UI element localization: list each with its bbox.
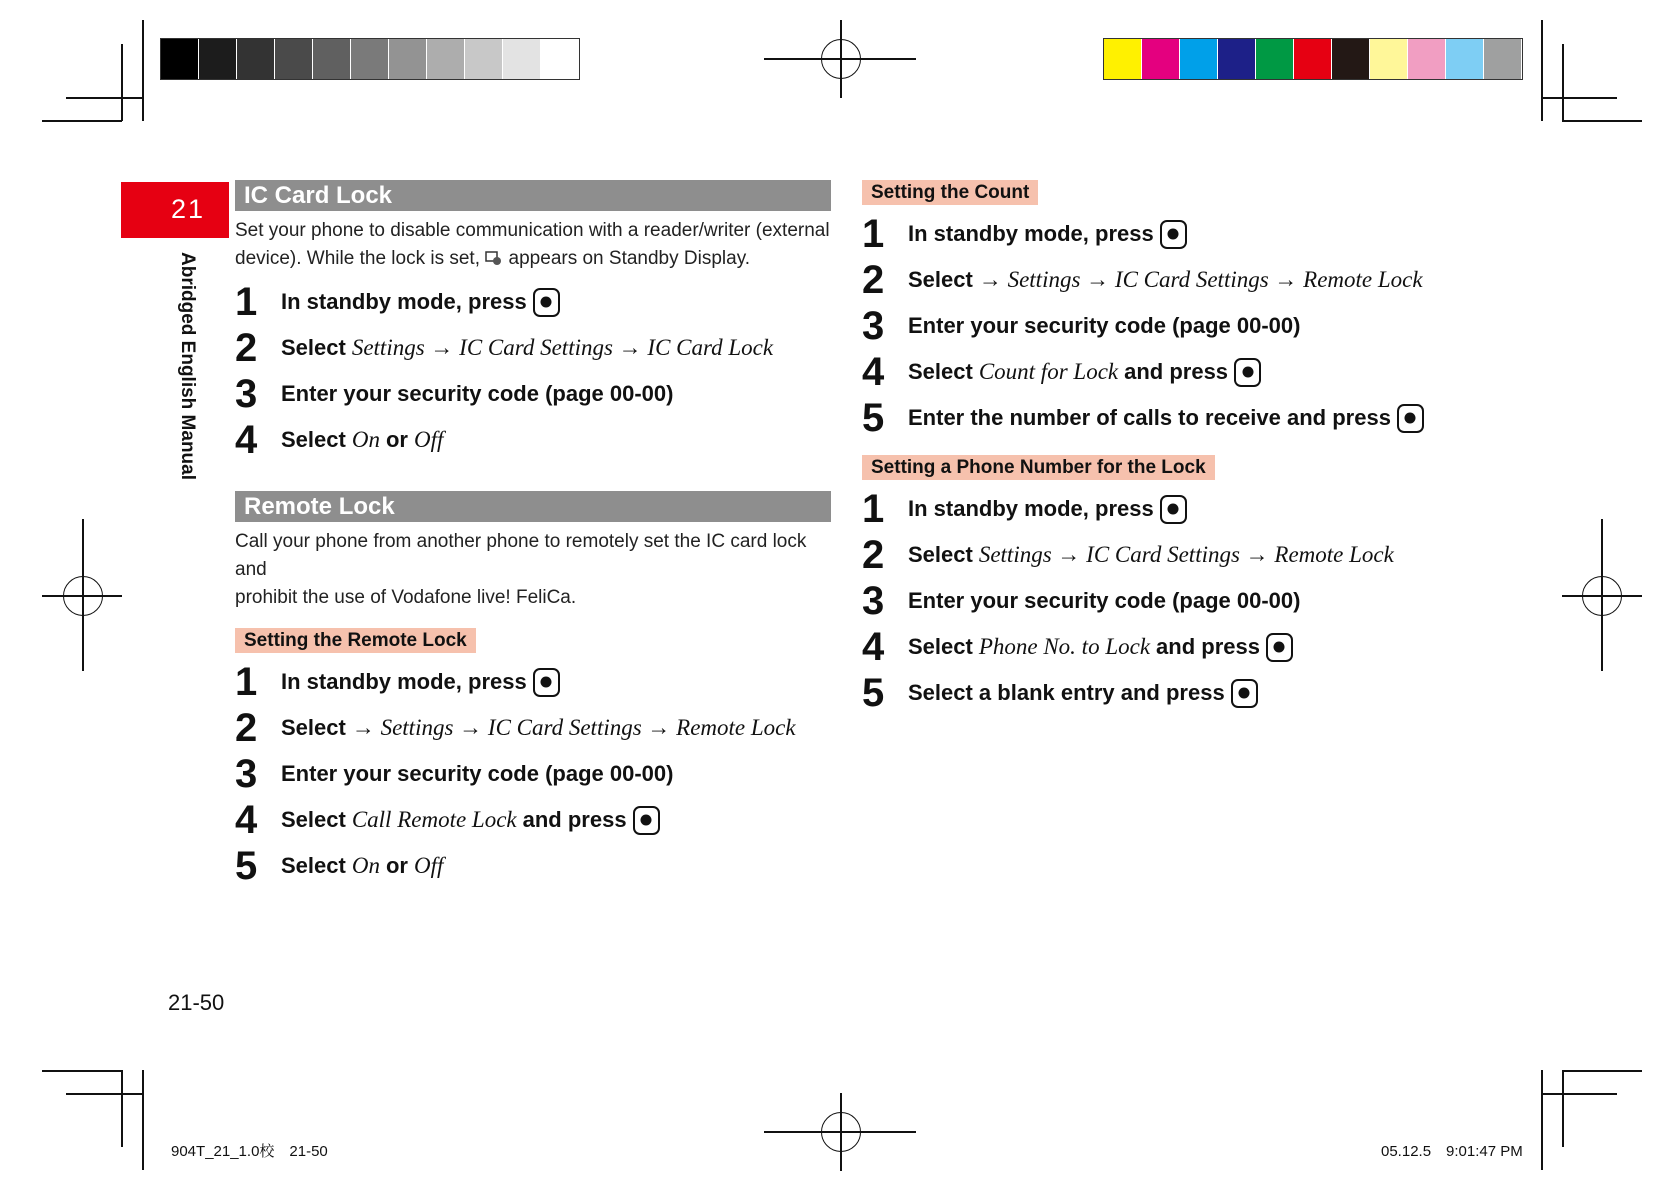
step-item: 1 In standby mode, press: [235, 279, 831, 325]
step-item: 3 Enter your security code (page 00-00): [862, 303, 1301, 348]
grayscale-bar: [160, 38, 580, 80]
center-key-icon: [1160, 220, 1187, 249]
crop-mark: [1541, 97, 1617, 99]
crop-mark: [121, 1070, 123, 1147]
step-item: 1 In standby mode, press: [235, 659, 831, 705]
section-title: Remote Lock: [235, 491, 831, 522]
step-item: 2 Select Settings → IC Card Settings → Remote Lock: [862, 532, 1394, 577]
crop-mark: [142, 20, 144, 121]
left-column: [235, 180, 831, 889]
color-swatch: [541, 39, 579, 79]
step-item: 5 Select On or Off: [235, 843, 444, 888]
step-item: 4 Select Phone No. to Lock and press: [862, 624, 1502, 670]
color-swatch: [1446, 39, 1484, 79]
center-key-icon: [1397, 404, 1424, 433]
color-swatch: [199, 39, 237, 79]
step-item: 3 Enter your security code (page 00-00): [235, 751, 674, 796]
subsection-title: Setting a Phone Number for the Lock: [862, 455, 1215, 480]
color-swatch: [389, 39, 427, 79]
registration-circle: [821, 1112, 861, 1152]
right-column: [862, 180, 1502, 716]
color-swatch: [1218, 39, 1256, 79]
step-item: 5 Enter the number of calls to receive and press: [862, 395, 1502, 441]
registration-circle: [63, 576, 103, 616]
crop-mark: [121, 44, 123, 121]
center-key-icon: [533, 288, 560, 317]
crop-mark: [1541, 1093, 1617, 1095]
crop-mark: [1562, 44, 1564, 121]
step-item: 2 Select → Settings → IC Card Settings → Remote Lock: [862, 257, 1423, 302]
chapter-number: 21: [170, 194, 205, 224]
color-swatch: [427, 39, 465, 79]
step-item: 4 Select Count for Lock and press: [862, 349, 1502, 395]
center-key-icon: [633, 806, 660, 835]
color-swatch: [465, 39, 503, 79]
crop-mark: [1562, 1070, 1564, 1147]
ic-lock-icon: [485, 248, 503, 266]
step-item: 4 Select On or Off: [235, 417, 444, 462]
center-key-icon: [533, 668, 560, 697]
registration-circle: [1582, 576, 1622, 616]
color-bar: [1103, 38, 1523, 80]
crop-mark: [66, 1093, 142, 1095]
color-swatch: [503, 39, 541, 79]
section-description: Set your phone to disable communication with a reader/writer (external device). While the lock is set, appears on Standby Display.: [235, 220, 830, 269]
crop-mark: [1562, 120, 1642, 122]
color-swatch: [237, 39, 275, 79]
step-item: 1 In standby mode, press: [862, 211, 1502, 257]
footer-timestamp: 05.12.5 9:01:47 PM: [1381, 1143, 1523, 1160]
subsection-title: Setting the Count: [862, 180, 1038, 205]
section-title: IC Card Lock: [235, 180, 831, 211]
step-item: 3 Enter your security code (page 00-00): [235, 371, 674, 416]
crop-mark: [66, 97, 142, 99]
color-swatch: [275, 39, 313, 79]
page-number: 21-50: [168, 990, 225, 1015]
center-key-icon: [1234, 358, 1261, 387]
step-item: 2 Select → Settings → IC Card Settings → Remote Lock: [235, 705, 796, 750]
footer-file-info: 904T_21_1.0校 21-50: [171, 1143, 328, 1160]
color-swatch: [161, 39, 199, 79]
chapter-tab: [121, 182, 229, 238]
step-item: 3 Enter your security code (page 00-00): [862, 578, 1301, 623]
step-item: 5 Select a blank entry and press: [862, 670, 1502, 716]
color-swatch: [1256, 39, 1294, 79]
crop-mark: [42, 1070, 122, 1072]
section-description: Call your phone from another phone to remotely set the IC card lock and prohibit the use of Vodafone live! FeliCa.: [235, 531, 807, 608]
vertical-title: Abridged English Manual: [177, 252, 198, 481]
step-item: 1 In standby mode, press: [862, 486, 1502, 532]
step-item: 4 Select Call Remote Lock and press: [235, 797, 831, 843]
color-swatch: [1294, 39, 1332, 79]
registration-circle: [821, 39, 861, 79]
color-swatch: [313, 39, 351, 79]
color-swatch: [1332, 39, 1370, 79]
color-swatch: [1180, 39, 1218, 79]
center-key-icon: [1231, 679, 1258, 708]
color-swatch: [1104, 39, 1142, 79]
color-swatch: [351, 39, 389, 79]
color-swatch: [1408, 39, 1446, 79]
crop-mark: [142, 1070, 144, 1170]
subsection-title: Setting the Remote Lock: [235, 628, 476, 653]
step-item: 2 Select Settings → IC Card Settings → IC Card Lock: [235, 325, 774, 370]
crop-mark: [1541, 1070, 1543, 1170]
color-swatch: [1142, 39, 1180, 79]
crop-mark: [42, 120, 122, 122]
center-key-icon: [1266, 633, 1293, 662]
color-swatch: [1484, 39, 1522, 79]
center-key-icon: [1160, 495, 1187, 524]
color-swatch: [1370, 39, 1408, 79]
crop-mark: [1541, 20, 1543, 121]
crop-mark: [1562, 1070, 1642, 1072]
